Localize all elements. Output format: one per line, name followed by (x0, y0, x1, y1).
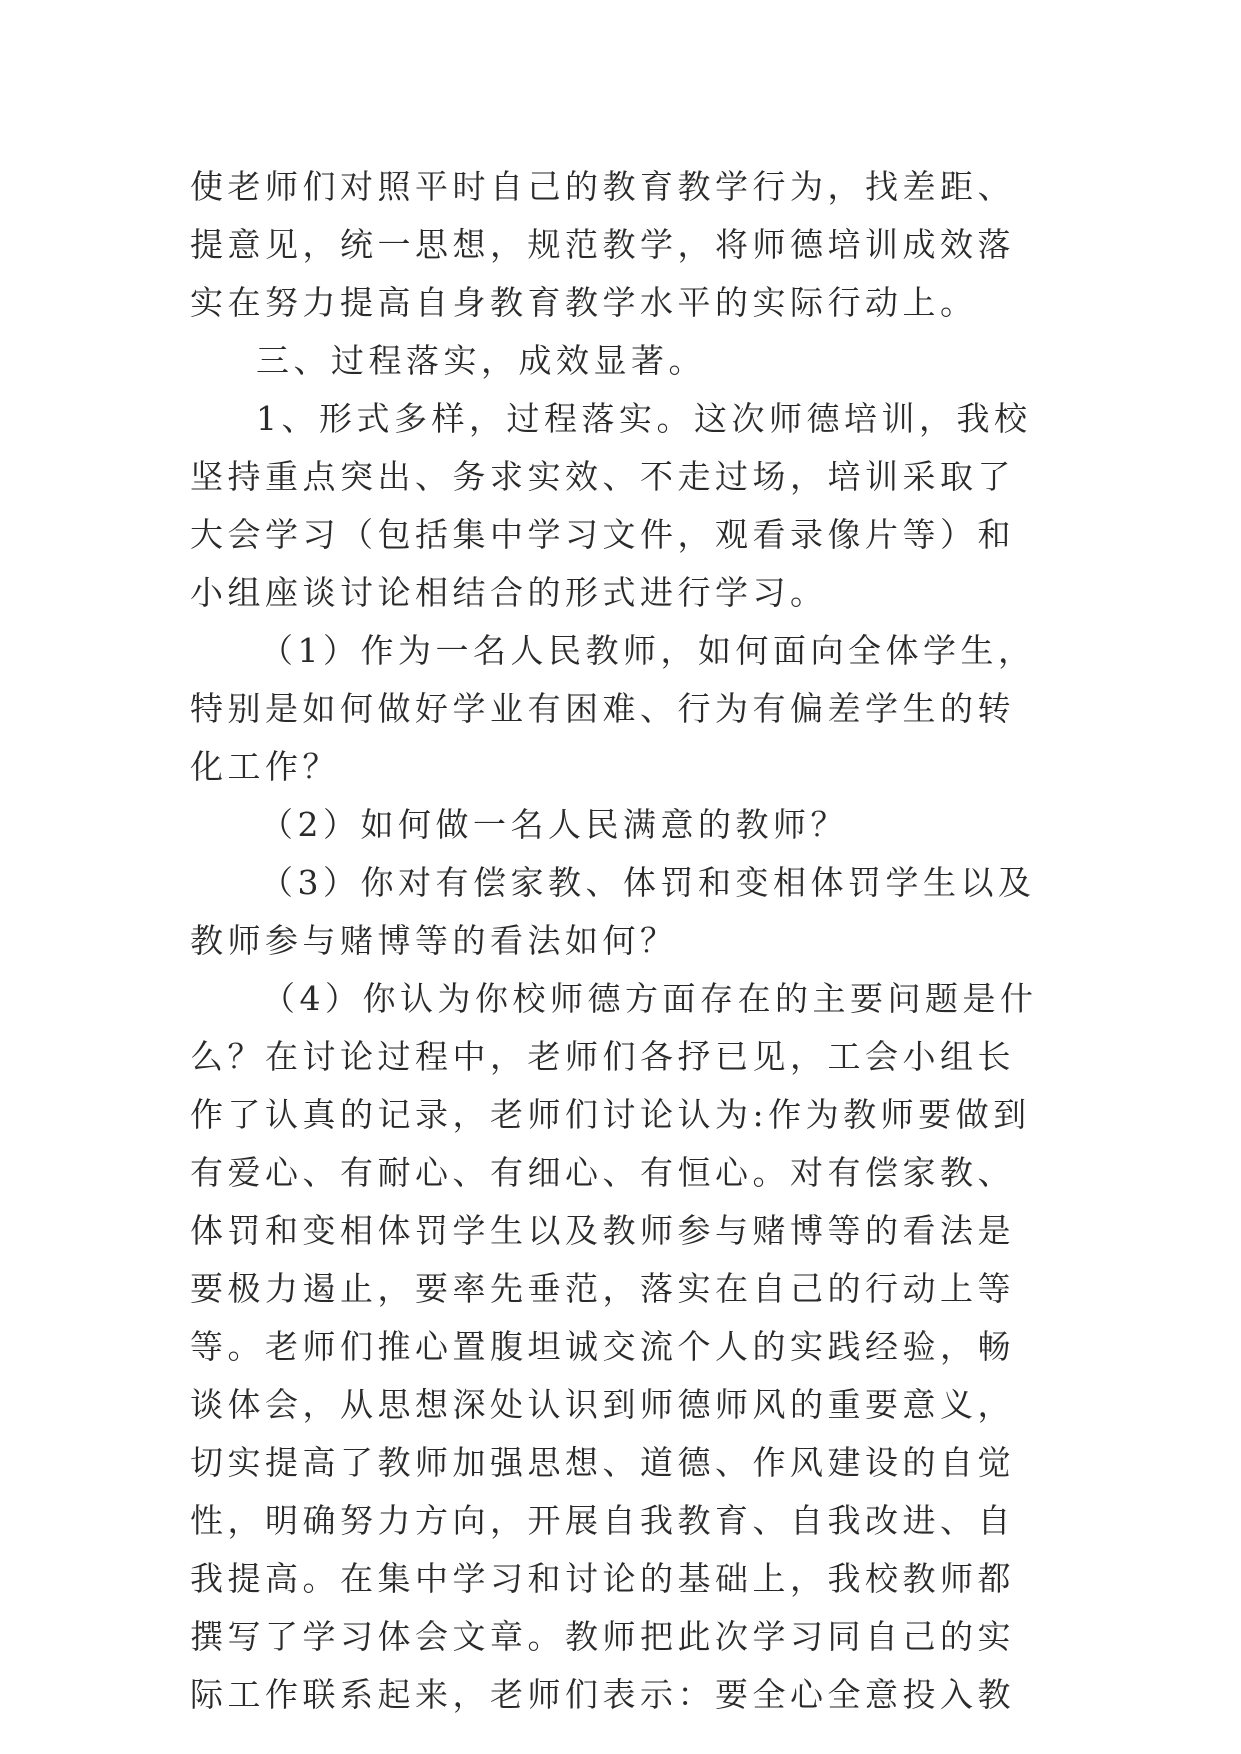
question-2: （2）如何做一名人民满意的教师？ (260, 805, 848, 844)
paragraph-continuation: 使老师们对照平时自己的教育教学行为，找差距、提意见，统一思想，规范教学，将师德培训成效落实在努力提高自身教育教学水平的实际行动上。 (190, 167, 1015, 322)
document-body (190, 158, 1050, 1724)
question-1: （1）作为一名人民教师，如何面向全体学生，特别是如何做好学业有困难、行为有偏差学生的转化工作？ (190, 631, 1036, 786)
section-heading-process: 三、过程落实，成效显著。 (256, 341, 706, 380)
question-4-discussion: （4）你认为你校师德方面存在的主要问题是什么？在讨论过程中，老师们各抒已见，工会小组长作了认真的记录，老师们讨论认为:作为教师要做到有爱心、有耐心、有细心、有恒心。对有偿家教、体罚和变相体罚学生以及教师参与赌博等的看法是要极力遏止，要率先垂范，落实在自己的行动上等等。老师们推心置腹坦诚交流个人的实践经验，畅谈体会，从思想深处认识到师德师风的重要意义，切实提高了教师加强思想、道德、作风建设的自觉性，明确努力方向，开展自我教育、自我改进、自我提高。在集中学习和讨论的基础上，我校教师都撰写了学习体会文章。教师把此次学习同自己的实际工作联系起来，老师们表示：要全心全意投入教 (190, 979, 1038, 1714)
paragraph-forms: 1、形式多样，过程落实。这次师德培训，我校坚持重点突出、务求实效、不走过场，培训采取了大会学习（包括集中学习文件，观看录像片等）和小组座谈讨论相结合的形式进行学习。 (190, 399, 1032, 612)
question-3: （3）你对有偿家教、体罚和变相体罚学生以及教师参与赌博等的看法如何？ (190, 863, 1036, 960)
